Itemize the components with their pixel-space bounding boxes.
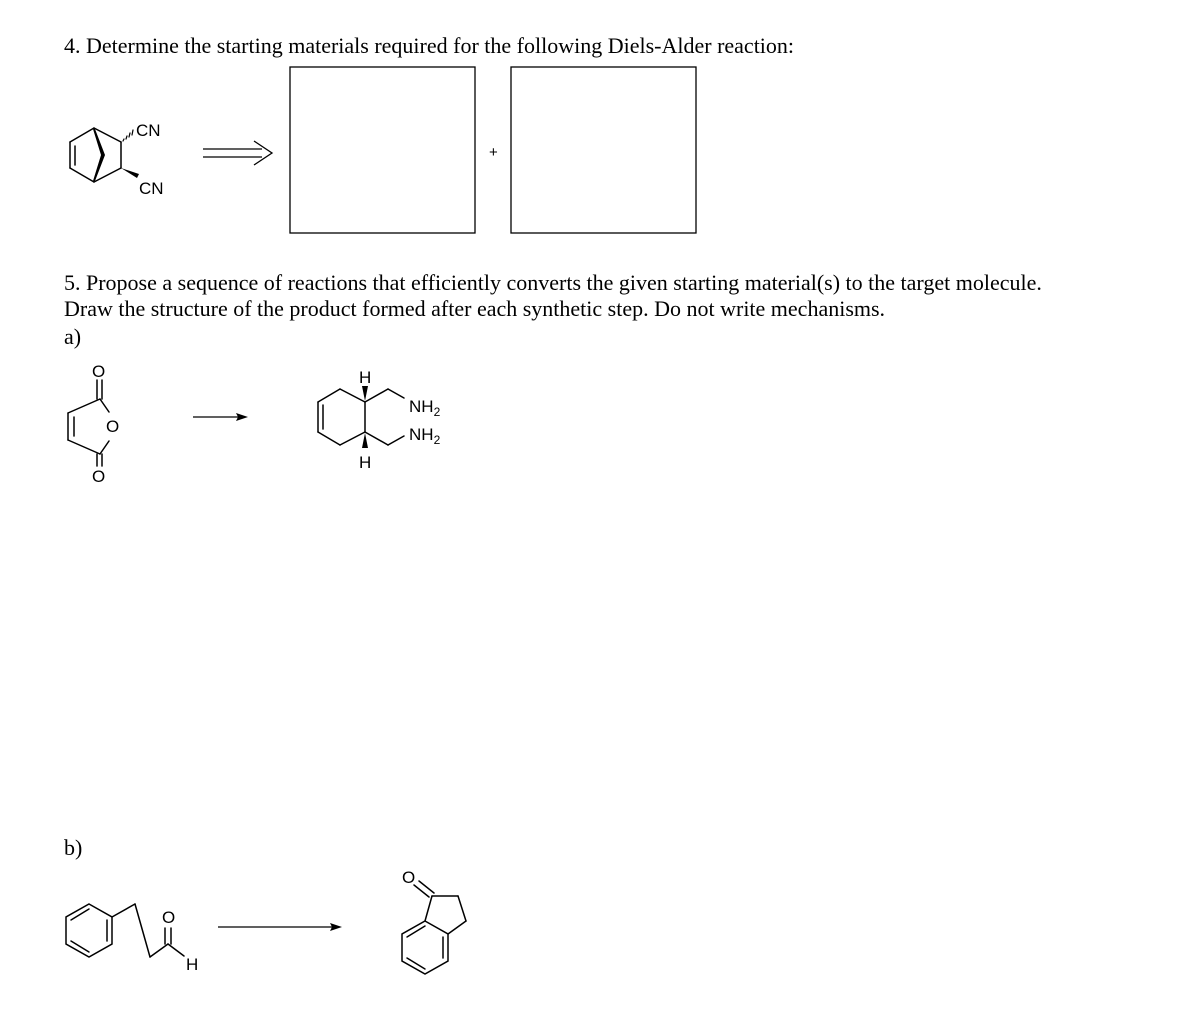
question-5-prompt-line1: 5. Propose a sequence of reactions that efficiently converts the given starting material(s) to the target molecule. (64, 270, 1042, 295)
indanone-structure (402, 881, 466, 974)
norbornene-dinitrile-structure (70, 128, 139, 182)
answer-box-dienophile[interactable] (511, 67, 696, 233)
product-cn-bottom-label: CN (139, 179, 164, 198)
anhydride-o-ring-label: O (106, 417, 120, 436)
reaction-arrow-b (218, 923, 342, 931)
diamine-nh2-bottom-label: $NH_2$ (409, 425, 441, 447)
indanone-o-label: O (402, 868, 416, 887)
reaction-arrow-a (193, 413, 248, 421)
question-4-prompt: 4. Determine the starting materials required for the following Diels-Alder reaction: (64, 33, 795, 58)
answer-box-diene[interactable] (290, 67, 475, 233)
question-5-prompt-line2: Draw the structure of the product formed after each synthetic step. Do not write mechanisms. (64, 296, 886, 321)
anhydride-o-bottom-label: O (92, 467, 106, 486)
retrosynthesis-arrow (203, 141, 272, 165)
cyclohexene-diamine-structure (318, 386, 404, 448)
plus-sign: + (489, 144, 498, 161)
part-b-label: b) (64, 835, 83, 860)
diamine-nh2-top-label: $NH_2$ (409, 397, 441, 419)
diamine-h-top-label: H (359, 368, 372, 387)
aldehyde-o-label: O (162, 908, 176, 927)
part-a-label: a) (64, 324, 82, 349)
aldehyde-h-label: H (186, 955, 199, 974)
anhydride-o-top-label: O (92, 362, 106, 381)
maleic-anhydride-structure (68, 380, 109, 466)
product-cn-top-label: CN (136, 121, 161, 140)
diamine-h-bottom-label: H (359, 453, 372, 472)
